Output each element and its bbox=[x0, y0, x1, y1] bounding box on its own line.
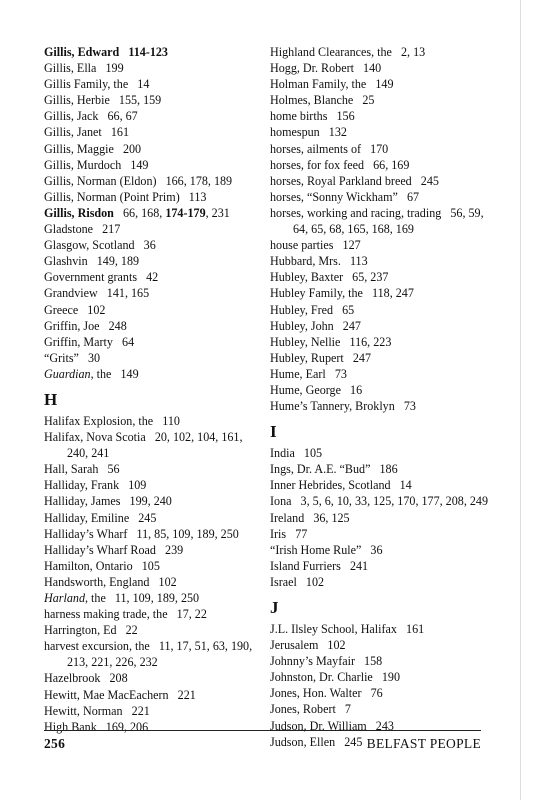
index-entry bbox=[44, 302, 259, 318]
index-entry-text: “Irish Home Rule” 36 bbox=[270, 542, 383, 557]
index-entry bbox=[270, 445, 500, 461]
index-entry-text: Hubley, Baxter 65, 237 bbox=[270, 270, 389, 285]
index-section-letter: I bbox=[270, 422, 277, 442]
index-entry bbox=[270, 477, 500, 493]
index-entry-text: horses, “Sonny Wickham” 67 bbox=[270, 189, 420, 204]
index-entry-text: home births 156 bbox=[270, 109, 355, 124]
index-entry bbox=[270, 366, 500, 382]
index-entry-text: Greece 102 bbox=[44, 302, 106, 317]
index-entry bbox=[270, 510, 500, 526]
index-entry bbox=[270, 621, 500, 637]
index-entry-text: India 105 bbox=[270, 446, 323, 461]
index-entry bbox=[270, 108, 500, 124]
index-entry-text: Gillis, Jack 66, 67 bbox=[44, 109, 138, 124]
index-entry bbox=[44, 510, 259, 526]
index-entry bbox=[44, 189, 259, 205]
footer-rule bbox=[44, 730, 481, 731]
index-entry-text: Gillis, Edward 114-123 bbox=[44, 45, 168, 59]
index-entry bbox=[44, 574, 259, 590]
index-entry-text: Government grants 42 bbox=[44, 270, 159, 285]
index-entry-text: Harrington, Ed 22 bbox=[44, 623, 138, 638]
page-edge bbox=[520, 0, 521, 800]
index-entry-text: horses, Royal Parkland breed 245 bbox=[270, 173, 439, 188]
index-entry bbox=[270, 189, 500, 205]
index-entry bbox=[270, 269, 500, 285]
index-entry bbox=[44, 542, 259, 558]
index-entry-text: homespun 132 bbox=[270, 125, 347, 140]
index-section-letter: H bbox=[44, 389, 58, 409]
index-entry bbox=[270, 542, 500, 558]
index-entry bbox=[44, 141, 259, 157]
index-entry-text: Hubbard, Mrs. 113 bbox=[270, 254, 368, 269]
index-entry bbox=[44, 237, 259, 253]
index-entry-text: Hubley Family, the 118, 247 bbox=[270, 286, 414, 301]
index-entry bbox=[270, 44, 500, 60]
index-entry-text: Halliday’s Wharf Road 239 bbox=[44, 542, 184, 557]
index-entry bbox=[270, 124, 500, 140]
index-entry bbox=[270, 334, 500, 350]
index-entry bbox=[44, 590, 259, 606]
index-entry-text: Halifax, Nova Scotia 20, 102, 104, 161, 240, 241 bbox=[44, 430, 246, 461]
index-entry bbox=[270, 237, 500, 253]
index-entry-text: Halifax Explosion, the 110 bbox=[44, 413, 180, 428]
index-entry bbox=[270, 253, 500, 269]
index-entry-text: Johnston, Dr. Charlie 190 bbox=[270, 670, 401, 685]
index-entry-text: Jones, Hon. Walter 76 bbox=[270, 686, 383, 701]
index-entry bbox=[270, 637, 500, 653]
index-entry bbox=[270, 574, 500, 590]
index-entry-text: , 231 bbox=[205, 205, 230, 220]
index-entry-text: Hazelbrook 208 bbox=[44, 671, 128, 686]
index-entry-text: horses, working and racing, trading 56, 59, 64, 65, 68, 165, 168, 169 bbox=[270, 205, 487, 237]
index-entry-text: Halliday’s Wharf 11, 85, 109, 189, 250 bbox=[44, 526, 239, 541]
index-entry-text: horses, for fox feed 66, 169 bbox=[270, 157, 410, 172]
index-entry-text: Halliday, Emiline 245 bbox=[44, 510, 157, 525]
index-entry-text: Island Furriers 241 bbox=[270, 558, 369, 573]
index-entry-text: 66, 168, bbox=[113, 205, 166, 220]
index-entry bbox=[44, 44, 259, 60]
index-entry-text: Hubley, John 247 bbox=[270, 318, 361, 333]
index-entry-text: harness making trade, the 17, 22 bbox=[44, 607, 207, 622]
index-entry-text: Inner Hebrides, Scotland 14 bbox=[270, 478, 412, 493]
index-entry-text: Highland Clearances, the 2, 13 bbox=[270, 45, 426, 59]
index-entry bbox=[44, 350, 259, 366]
index-entry-text: Hume, Earl 73 bbox=[270, 366, 347, 381]
index-entry bbox=[270, 350, 500, 366]
index-entry-text: Hubley, Nellie 116, 223 bbox=[270, 334, 392, 349]
index-entry bbox=[44, 477, 259, 493]
index-entry-text: Handsworth, England 102 bbox=[44, 574, 177, 589]
index-entry-text: Gillis, Herbie 155, 159 bbox=[44, 93, 162, 108]
index-column-left bbox=[44, 44, 259, 735]
index-section-letter: J bbox=[270, 598, 279, 617]
index-entry-text: , the 11, 109, 189, 250 bbox=[85, 591, 200, 605]
index-entry-text: Hubley, Fred 65 bbox=[270, 302, 355, 317]
index-entry-text: “Grits” 30 bbox=[44, 350, 101, 365]
index-entry-text: Israel 102 bbox=[270, 574, 325, 589]
index-entry-text: Judson, Ellen 245 bbox=[270, 734, 363, 749]
index-entry bbox=[44, 638, 259, 670]
index-entry-text: Hogg, Dr. Robert 140 bbox=[270, 61, 382, 76]
index-entry-text: Iona 3, 5, 6, 10, 33, 125, 170, 177, 208, 249 bbox=[270, 494, 489, 509]
index-entry bbox=[44, 221, 259, 237]
index-entry bbox=[44, 253, 259, 269]
index-entry bbox=[270, 718, 500, 734]
index-entry-text: Gillis, Janet 161 bbox=[44, 125, 129, 140]
index-entry bbox=[44, 269, 259, 285]
index-entry bbox=[44, 76, 259, 92]
index-entry bbox=[44, 60, 259, 76]
index-entry bbox=[270, 76, 500, 92]
index-entry bbox=[270, 302, 500, 318]
index-entry bbox=[44, 429, 259, 461]
index-entry-text: High Bank 169, 206 bbox=[44, 719, 149, 734]
index-entry bbox=[44, 703, 259, 719]
index-entry-text: Griffin, Marty 64 bbox=[44, 334, 135, 349]
index-entry bbox=[270, 141, 500, 157]
index-entry-text: Hewitt, Norman 221 bbox=[44, 703, 150, 718]
index-entry bbox=[270, 92, 500, 108]
index-entry bbox=[44, 413, 259, 429]
index-entry bbox=[270, 653, 500, 669]
index-entry-text: Iris 77 bbox=[270, 526, 308, 541]
index-entry-text: Ings, Dr. A.E. “Bud” 186 bbox=[270, 462, 398, 477]
index-entry-text: Guardian bbox=[44, 366, 91, 381]
index-entry-text: horses, ailments of 170 bbox=[270, 141, 389, 156]
index-entry-text: Grandview 141, 165 bbox=[44, 286, 150, 301]
index-entry-text: Hewitt, Mae MacEachern 221 bbox=[44, 687, 196, 702]
index-entry bbox=[270, 685, 500, 701]
index-entry bbox=[270, 173, 500, 189]
index-entry bbox=[44, 334, 259, 350]
index-entry-text: Judson, Dr. William 243 bbox=[270, 718, 394, 733]
index-entry bbox=[44, 366, 259, 382]
index-entry-text: Johnny’s Mayfair 158 bbox=[270, 654, 383, 669]
index-entry-text: Hubley, Rupert 247 bbox=[270, 350, 371, 365]
index-entry-text: Glasgow, Scotland 36 bbox=[44, 238, 156, 253]
index-entry bbox=[270, 318, 500, 334]
index-entry bbox=[270, 285, 500, 301]
index-entry bbox=[44, 92, 259, 108]
index-entry bbox=[44, 670, 259, 686]
index-entry bbox=[270, 526, 500, 542]
index-entry bbox=[270, 157, 500, 173]
index-entry bbox=[44, 622, 259, 638]
index-entry bbox=[44, 124, 259, 140]
index-column-right bbox=[270, 44, 500, 750]
index-entry-text: 174-179 bbox=[165, 205, 206, 220]
index-entry-text: Gillis, Murdoch 149 bbox=[44, 157, 149, 172]
index-entry-text: Glashvin 149, 189 bbox=[44, 254, 140, 269]
index-entry-text: Gillis, Norman (Eldon) 166, 178, 189 bbox=[44, 173, 233, 188]
index-entry-text: house parties 127 bbox=[270, 238, 361, 253]
index-entry-text: Gillis, Maggie 200 bbox=[44, 141, 142, 156]
index-entry-text: Gillis Family, the 14 bbox=[44, 77, 150, 92]
index-entry bbox=[270, 701, 500, 717]
index-entry-text: Gillis, Norman (Point Prim) 113 bbox=[44, 189, 207, 204]
index-entry bbox=[44, 318, 259, 334]
index-entry bbox=[270, 382, 500, 398]
index-entry-text: Hume’s Tannery, Broklyn 73 bbox=[270, 399, 416, 414]
page-number: 256 bbox=[44, 736, 66, 751]
index-entry bbox=[44, 687, 259, 703]
index-entry-text: Holmes, Blanche 25 bbox=[270, 93, 375, 108]
index-entry-text: Halliday, Frank 109 bbox=[44, 478, 147, 493]
index-entry-text: Halliday, James 199, 240 bbox=[44, 494, 172, 509]
index-entry bbox=[44, 157, 259, 173]
index-entry-text: Harland bbox=[44, 591, 85, 605]
index-entry bbox=[44, 108, 259, 124]
index-entry-text: harvest excursion, the 11, 17, 51, 63, 190, 213, 221, 226, 232 bbox=[44, 639, 256, 670]
index-entry bbox=[44, 285, 259, 301]
index-entry bbox=[44, 493, 259, 509]
index-entry bbox=[44, 526, 259, 542]
index-entry-text: Gladstone 217 bbox=[44, 222, 121, 237]
index-entry-text: Gillis, Ella 199 bbox=[44, 61, 124, 76]
index-entry-text: J.L. Ilsley School, Halifax 161 bbox=[270, 622, 425, 636]
index-entry-text: Hume, George 16 bbox=[270, 382, 363, 397]
index-entry bbox=[270, 558, 500, 574]
index-entry-text: Jones, Robert 7 bbox=[270, 702, 351, 717]
index-entry bbox=[44, 719, 259, 735]
index-entry bbox=[44, 205, 259, 221]
running-head: BELFAST PEOPLE bbox=[366, 736, 481, 751]
index-entry-text: Hamilton, Ontario 105 bbox=[44, 558, 160, 573]
index-entry bbox=[44, 558, 259, 574]
index-entry-text: Hall, Sarah 56 bbox=[44, 462, 120, 477]
index-entry bbox=[270, 461, 500, 477]
index-entry-text: Holman Family, the 149 bbox=[270, 77, 394, 92]
index-entry-text: , the 149 bbox=[90, 366, 139, 381]
index-entry bbox=[44, 606, 259, 622]
index-entry-text: Griffin, Joe 248 bbox=[44, 318, 127, 333]
index-entry bbox=[270, 669, 500, 685]
index-entry bbox=[270, 398, 500, 414]
index-entry-text: Jerusalem 102 bbox=[270, 638, 346, 653]
index-entry-text: Ireland 36, 125 bbox=[270, 510, 350, 525]
index-entry-text: Gillis, Risdon bbox=[44, 205, 114, 220]
index-entry bbox=[270, 493, 500, 509]
index-entry bbox=[270, 60, 500, 76]
index-entry bbox=[44, 173, 259, 189]
index-entry bbox=[270, 205, 500, 237]
index-entry bbox=[44, 461, 259, 477]
